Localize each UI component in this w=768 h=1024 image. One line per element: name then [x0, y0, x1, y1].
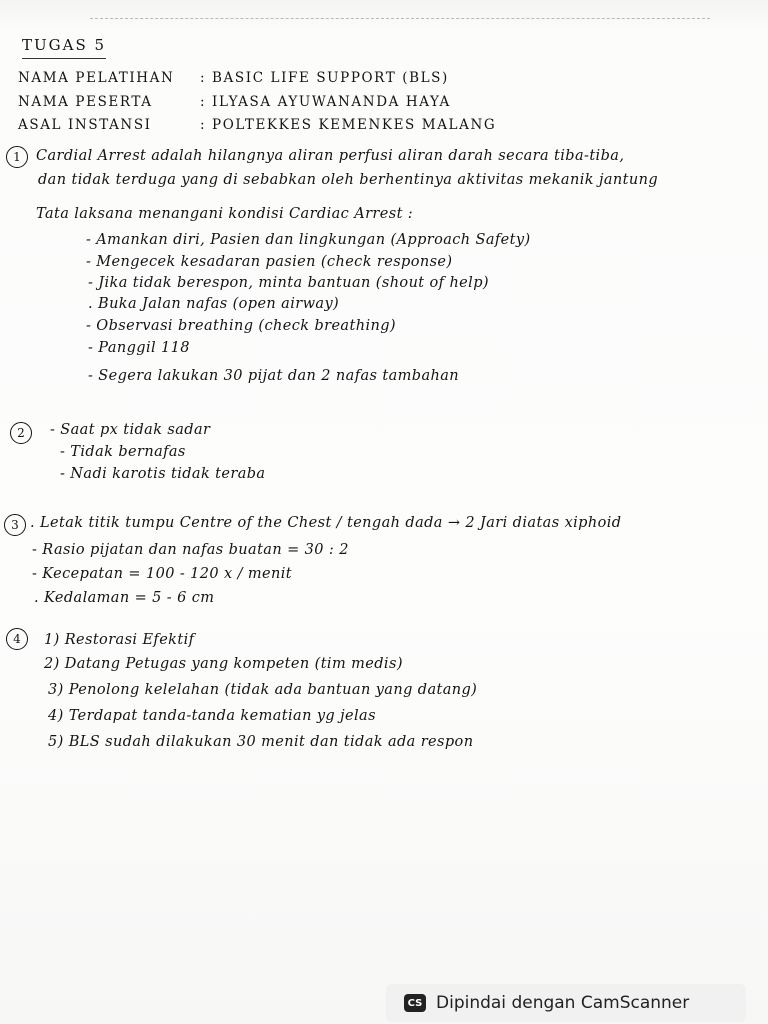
camscanner-badge-text: Dipindai dengan CamScanner [436, 993, 690, 1013]
answer-2-item: - Tidak bernafas [60, 444, 186, 460]
answer-1-item: - Observasi breathing (check breathing) [86, 318, 396, 334]
info-label: NAMA PESERTA [18, 94, 153, 110]
answer-4-item: 2) Datang Petugas yang kompeten (tim medis) [44, 656, 403, 672]
answer-2-item: - Saat px tidak sadar [50, 422, 211, 438]
answer-1-item: - Panggil 118 [88, 340, 190, 356]
assignment-title: TUGAS 5 [22, 36, 107, 54]
answer-1-line: Cardial Arrest adalah hilangnya aliran perfusi aliran darah secara tiba-tiba, [36, 148, 625, 164]
answer-1-item: - Jika tidak berespon, minta bantuan (shout of help) [88, 275, 489, 291]
info-label: ASAL INSTANSI [18, 117, 152, 133]
answer-3-item: - Rasio pijatan dan nafas buatan = 30 : 2 [32, 542, 349, 558]
answer-3-number: 3 [4, 514, 26, 536]
camscanner-logo-icon: CS [404, 994, 426, 1012]
info-label: NAMA PELATIHAN [18, 70, 175, 86]
answer-1-item: - Segera lakukan 30 pijat dan 2 nafas tambahan [88, 368, 460, 384]
answer-4-item: 3) Penolong kelelahan (tidak ada bantuan yang datang) [48, 682, 478, 698]
top-border [90, 18, 710, 21]
answer-1-item: - Mengecek kesadaran pasien (check response) [86, 254, 453, 270]
answer-1-item: - Amankan diri, Pasien dan lingkungan (Approach Safety) [86, 232, 531, 248]
info-value: : BASIC LIFE SUPPORT (BLS) [200, 70, 449, 86]
answer-4-item: 5) BLS sudah dilakukan 30 menit dan tidak ada respon [48, 734, 474, 750]
answer-1-number: 1 [6, 146, 28, 168]
answer-4-number: 4 [6, 628, 28, 650]
answer-1-line: dan tidak terduga yang di sebabkan oleh berhentinya aktivitas mekanik jantung [38, 172, 659, 188]
answer-1-line: Tata laksana menangani kondisi Cardiac Arrest : [36, 206, 414, 222]
answer-4-item: 1) Restorasi Efektif [44, 632, 195, 648]
answer-1-item: . Buka Jalan nafas (open airway) [88, 296, 340, 312]
title-underline [22, 58, 106, 59]
answer-2-number: 2 [10, 422, 32, 444]
answer-2-item: - Nadi karotis tidak teraba [60, 466, 266, 482]
answer-3-item: - Kecepatan = 100 - 120 x / menit [32, 566, 293, 582]
answer-4-item: 4) Terdapat tanda-tanda kematian yg jelas [48, 708, 376, 724]
info-value: : POLTEKKES KEMENKES MALANG [200, 117, 497, 133]
answer-3-item: . Kedalaman = 5 - 6 cm [34, 590, 215, 606]
camscanner-badge [386, 984, 746, 1022]
answer-3-item: . Letak titik tumpu Centre of the Chest / tengah dada → 2 Jari diatas xiphoid [30, 515, 622, 531]
info-value: : ILYASA AYUWANANDA HAYA [200, 94, 451, 110]
